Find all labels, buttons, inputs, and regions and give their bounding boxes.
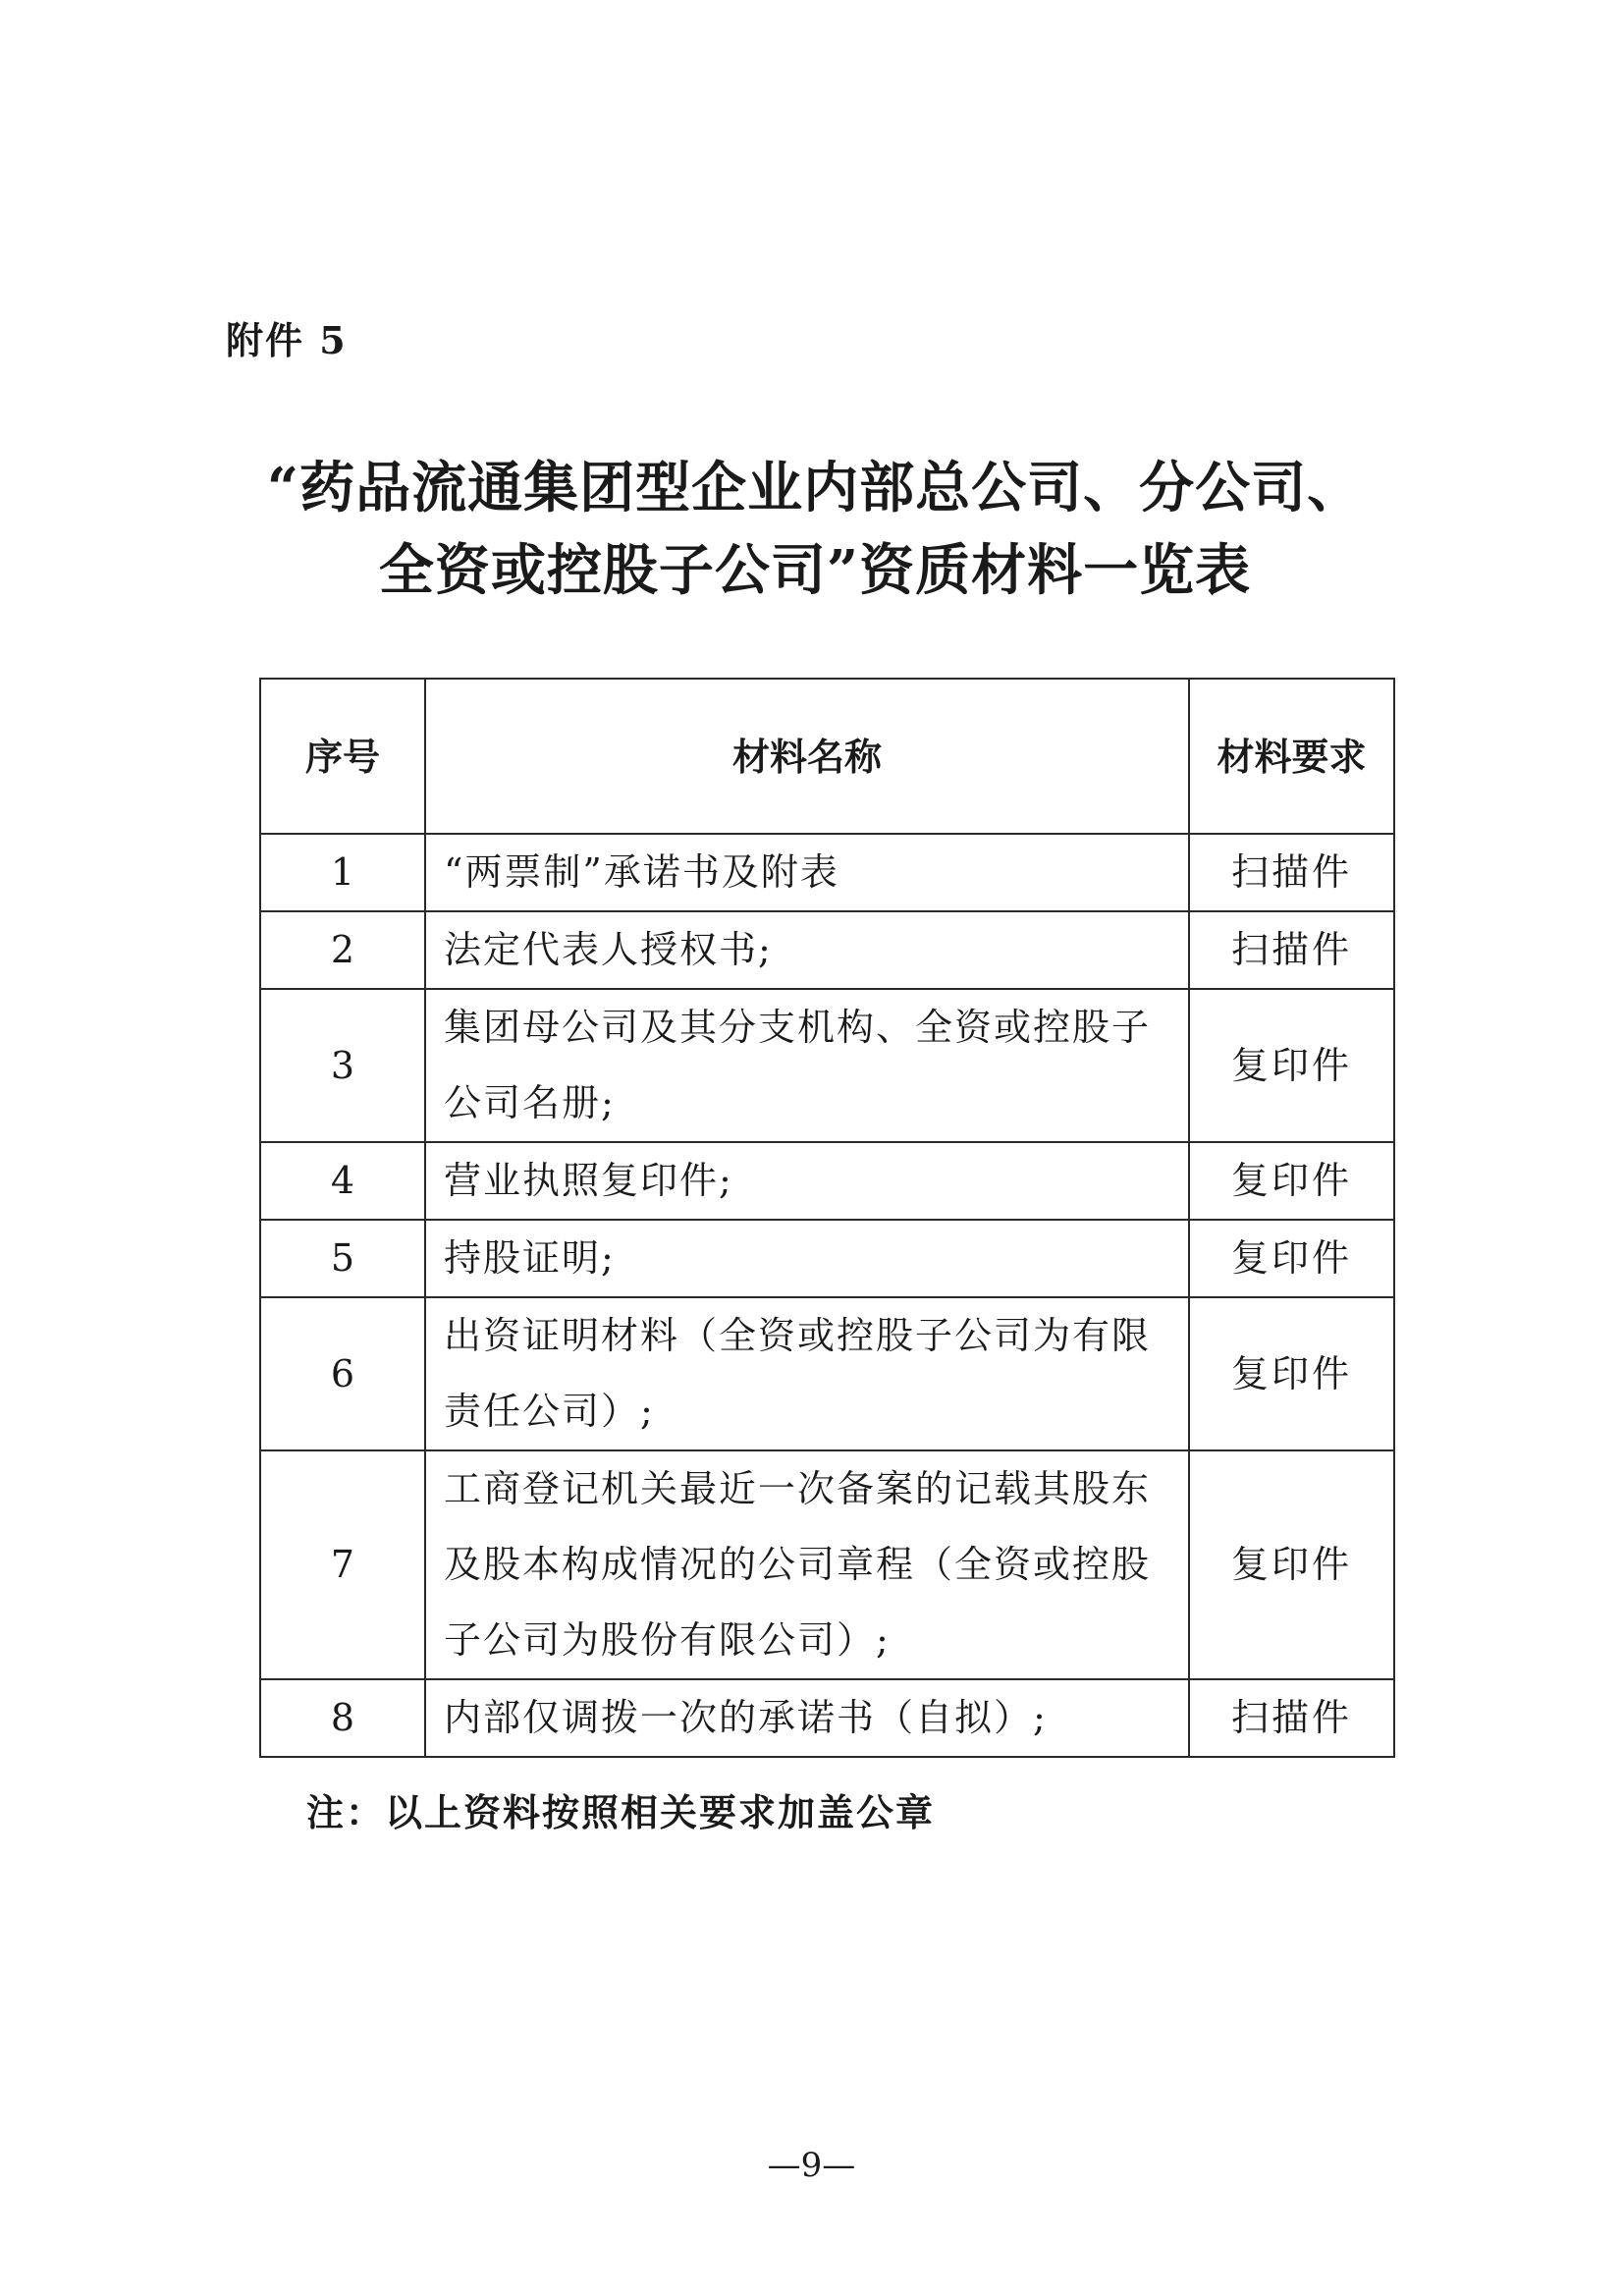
- row-requirement: 复印件: [1189, 1297, 1394, 1450]
- row-material-name: 营业执照复印件;: [425, 1142, 1189, 1220]
- title-line-2: 全资或控股子公司”资质材料一览表: [378, 538, 1252, 603]
- table-note: 注：以上资料按照相关要求加盖公章: [306, 1790, 936, 1834]
- row-requirement: 扫描件: [1189, 834, 1394, 911]
- header-name: 材料名称: [425, 679, 1189, 834]
- row-seq: 8: [260, 1679, 425, 1757]
- row-material-name: 内部仅调拨一次的承诺书（自拟）;: [425, 1679, 1189, 1757]
- row-requirement: 复印件: [1189, 989, 1394, 1142]
- row-seq: 3: [260, 989, 425, 1142]
- row-material-name: 法定代表人授权书;: [425, 911, 1189, 989]
- row-material-name: 持股证明;: [425, 1220, 1189, 1297]
- materials-table: [259, 678, 1395, 1758]
- row-requirement: 扫描件: [1189, 1679, 1394, 1757]
- row-seq: 7: [260, 1450, 425, 1679]
- row-requirement: 复印件: [1189, 1220, 1394, 1297]
- row-material-name: 工商登记机关最近一次备案的记载其股东及股本构成情况的公司章程（全资或控股子公司为股份有限公司）;: [425, 1450, 1189, 1679]
- table-header-row: [260, 679, 1394, 834]
- title-line-1: “药品流通集团型企业内部总公司、分公司、: [266, 456, 1364, 520]
- header-requirement: 材料要求: [1189, 679, 1394, 834]
- table-row: [260, 1297, 1394, 1450]
- row-material-name: “两票制”承诺书及附表: [425, 834, 1189, 911]
- table-row: [260, 1679, 1394, 1757]
- table-row: [260, 989, 1394, 1142]
- row-seq: 6: [260, 1297, 425, 1450]
- table-row: [260, 911, 1394, 989]
- row-seq: 4: [260, 1142, 425, 1220]
- table-row: [260, 1450, 1394, 1679]
- row-seq: 5: [260, 1220, 425, 1297]
- header-seq: 序号: [260, 679, 425, 834]
- row-seq: 1: [260, 834, 425, 911]
- document-title: [177, 447, 1453, 612]
- table-row: [260, 1142, 1394, 1220]
- table-row: [260, 1220, 1394, 1297]
- row-requirement: 扫描件: [1189, 911, 1394, 989]
- row-material-name: 出资证明材料（全资或控股子公司为有限责任公司）;: [425, 1297, 1189, 1450]
- page-number: —9—: [767, 2146, 856, 2185]
- row-requirement: 复印件: [1189, 1450, 1394, 1679]
- row-seq: 2: [260, 911, 425, 989]
- table-row: [260, 834, 1394, 911]
- row-material-name: 集团母公司及其分支机构、全资或控股子公司名册;: [425, 989, 1189, 1142]
- row-requirement: 复印件: [1189, 1142, 1394, 1220]
- attachment-label: 附件 5: [226, 318, 348, 362]
